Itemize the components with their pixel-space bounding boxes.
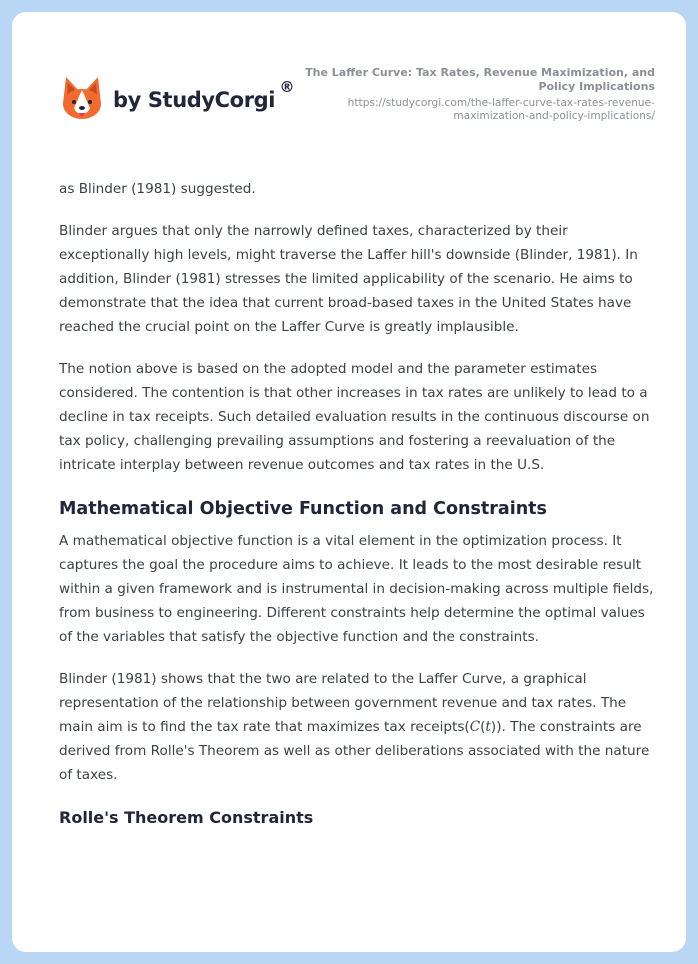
formula-open-paren: ( <box>480 719 486 735</box>
paragraph-continuation: as Blinder (1981) suggested. <box>59 181 256 197</box>
studycorgi-logo[interactable] <box>60 76 295 122</box>
document-title-line-1: The Laffer Curve: Tax Rates, Revenue Maximization, and <box>305 66 655 79</box>
section-heading-objective-function: Mathematical Objective Function and Constraints <box>59 499 547 519</box>
paragraph-laffer-relation <box>59 667 659 787</box>
subsection-heading-rolles-theorem: Rolle's Theorem Constraints <box>59 808 314 827</box>
corgi-logo-icon <box>60 76 104 122</box>
document-url-line-1[interactable]: https://studycorgi.com/the-laffer-curve-tax-rates-revenue- <box>347 97 655 109</box>
document-body <box>59 177 659 831</box>
brand-name-text: by StudyCorgi <box>113 88 276 112</box>
paragraph-objective-function: A mathematical objective function is a vital element in the optimization process. It captures the goal the procedure aims to achieve. It leads to the most desirable result within a given framework and is instrumental in decision-making across multiple fields, from business to engineering. Different constraints help determine the optimal values of the variables that satisfy the objective function and the constraints. <box>59 533 654 645</box>
paragraph-laffer-text-before: Blinder (1981) shows that the two are related to the Laffer Curve, a graphical representation of the relationship between government revenue and tax rates. The main aim is to find the tax rate that maximizes tax receipts( <box>59 671 627 735</box>
brand-name <box>113 78 295 112</box>
document-url[interactable] <box>305 97 655 123</box>
document-title <box>305 66 655 94</box>
paragraph-notion-above: The notion above is based on the adopted model and the parameter estimates considered. The contention is that other increases in tax rates are unlikely to lead to a decline in tax receipts. Such detailed evaluation results in the continuous discourse on tax policy, challenging prevailing assumptions and fostering a reevaluation of the intricate interplay between revenue outcomes and tax rates in the U.S. <box>59 361 650 473</box>
document-title-line-2: Policy Implications <box>538 80 655 93</box>
document-page <box>12 12 686 952</box>
registered-mark: ® <box>279 78 295 96</box>
page-header <box>12 12 686 162</box>
paragraph-laffer-text-after: ). The constraints are derived from Rolle's Theorem as well as other deliberations associated with the nature of taxes. <box>59 719 650 783</box>
document-url-line-2[interactable]: maximization-and-policy-implications/ <box>453 110 655 122</box>
paragraph-blinder-argues: Blinder argues that only the narrowly defined taxes, characterized by their exceptionally high levels, might traverse the Laffer hill's downside (Blinder, 1981). In addition, Blinder (1981) stresses the limited applicability of the scenario. He aims to demonstrate that the idea that current broad-based taxes in the United States have reached the crucial point on the Laffer Curve is greatly implausible. <box>59 223 638 335</box>
formula-t: t <box>485 719 491 735</box>
formula-close-paren: ) <box>490 719 497 735</box>
formula-c: C <box>469 719 481 735</box>
document-meta <box>305 66 655 123</box>
